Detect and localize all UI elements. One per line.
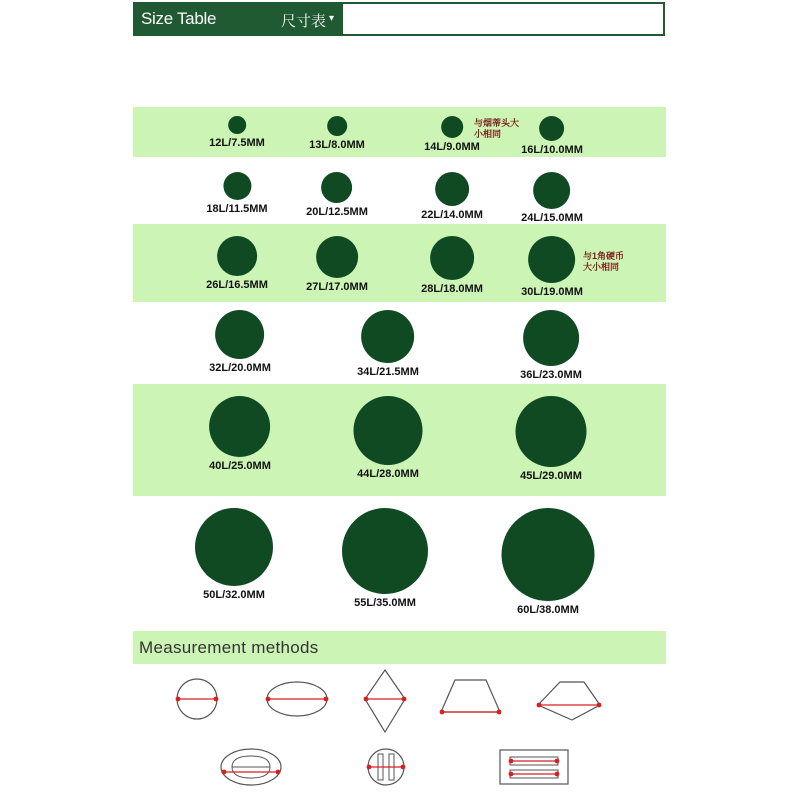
header-subtitle: 尺寸表	[281, 13, 327, 30]
size-label: 27L/17.0MM	[306, 281, 368, 293]
hexagon-icon	[538, 682, 600, 720]
size-label: 30L/19.0MM	[521, 286, 583, 298]
size-label: 55L/35.0MM	[354, 597, 416, 609]
size-label: 20L/12.5MM	[306, 206, 368, 218]
size-label: 36L/23.0MM	[520, 369, 582, 381]
size-label: 24L/15.0MM	[521, 212, 583, 224]
size-label: 13L/8.0MM	[309, 139, 365, 151]
ring-icon	[368, 749, 404, 785]
size-label: 50L/32.0MM	[203, 589, 265, 601]
circle-icon	[177, 679, 217, 719]
size-label: 44L/28.0MM	[357, 468, 419, 480]
trapezoid-icon	[441, 680, 500, 712]
oval-ring-icon	[221, 749, 281, 785]
rectangle-icon	[500, 750, 568, 784]
coin-note-line-2: 大小相同	[583, 262, 620, 272]
size-label: 60L/38.0MM	[517, 604, 579, 616]
size-label: 18L/11.5MM	[206, 203, 268, 215]
header-title: Size Table	[141, 9, 217, 28]
size-label: 16L/10.0MM	[521, 144, 583, 156]
size-label: 28L/18.0MM	[421, 283, 483, 295]
size-label: 34L/21.5MM	[357, 366, 419, 378]
size-label: 12L/7.5MM	[209, 137, 265, 149]
size-label: 26L/16.5MM	[206, 279, 268, 291]
chevron-down-icon: ▾	[329, 13, 335, 24]
coin-note-line-1: 与1角硬币	[583, 251, 625, 261]
size-label: 45L/29.0MM	[520, 470, 582, 482]
ellipse-icon	[267, 682, 327, 716]
cigarette-note-line-1: 与烟蒂头大	[474, 118, 520, 128]
measurement-title: Measurement methods	[139, 638, 319, 657]
rhombus-icon	[365, 670, 405, 732]
size-label: 40L/25.0MM	[209, 460, 271, 472]
cigarette-note-line-2: 小相同	[474, 129, 502, 139]
size-label: 14L/9.0MM	[424, 141, 480, 153]
size-label: 32L/20.0MM	[209, 362, 271, 374]
size-label: 22L/14.0MM	[421, 209, 483, 221]
